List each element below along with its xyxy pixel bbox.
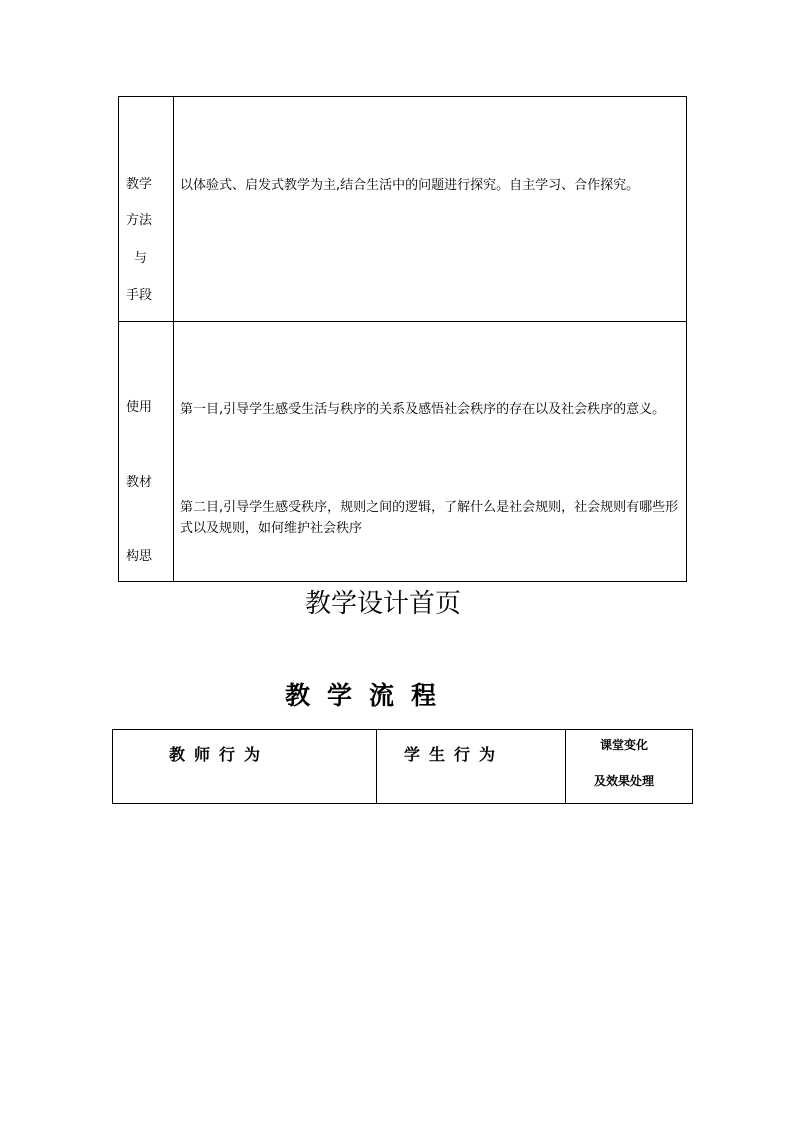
column-divider [376, 730, 377, 803]
effect-handling-header: 及效果处理 [594, 774, 655, 788]
row2-label-line1: 使用 [126, 400, 153, 415]
row2-label-line3: 构思 [126, 549, 153, 564]
student-action-header: 学生行为 [404, 745, 505, 764]
row1-label-line4: 手段 [126, 288, 153, 303]
teaching-method-text: 以体验式、启发式教学为主,结合生活中的问题进行探究。自主学习、合作探究。 [180, 178, 640, 193]
column-divider [173, 97, 174, 581]
teaching-flow-table [112, 729, 693, 804]
row2-label-line2: 教材 [126, 475, 153, 490]
row1-label-line1: 教学 [126, 177, 153, 192]
material-para-2: 第二目,引导学生感受秩序，规则之间的逻辑，了解什么是社会规则，社会规则有哪些形式以及规则，如何维护社会秩序 [180, 500, 679, 536]
row-divider [119, 321, 686, 322]
method-materials-table [118, 96, 687, 582]
row1-label-line2: 方法 [126, 213, 153, 228]
row1-label-line3: 与 [134, 251, 148, 266]
class-change-header: 课堂变化 [600, 738, 649, 752]
flow-title: 教学流程 [284, 681, 453, 710]
column-divider [565, 730, 566, 803]
document-title: 教学设计首页 [304, 589, 461, 619]
material-para-1: 第一目,引导学生感受生活与秩序的关系及感悟社会秩序的存在以及社会秩序的意义。 [180, 402, 666, 417]
teacher-action-header: 教师行为 [169, 745, 270, 764]
